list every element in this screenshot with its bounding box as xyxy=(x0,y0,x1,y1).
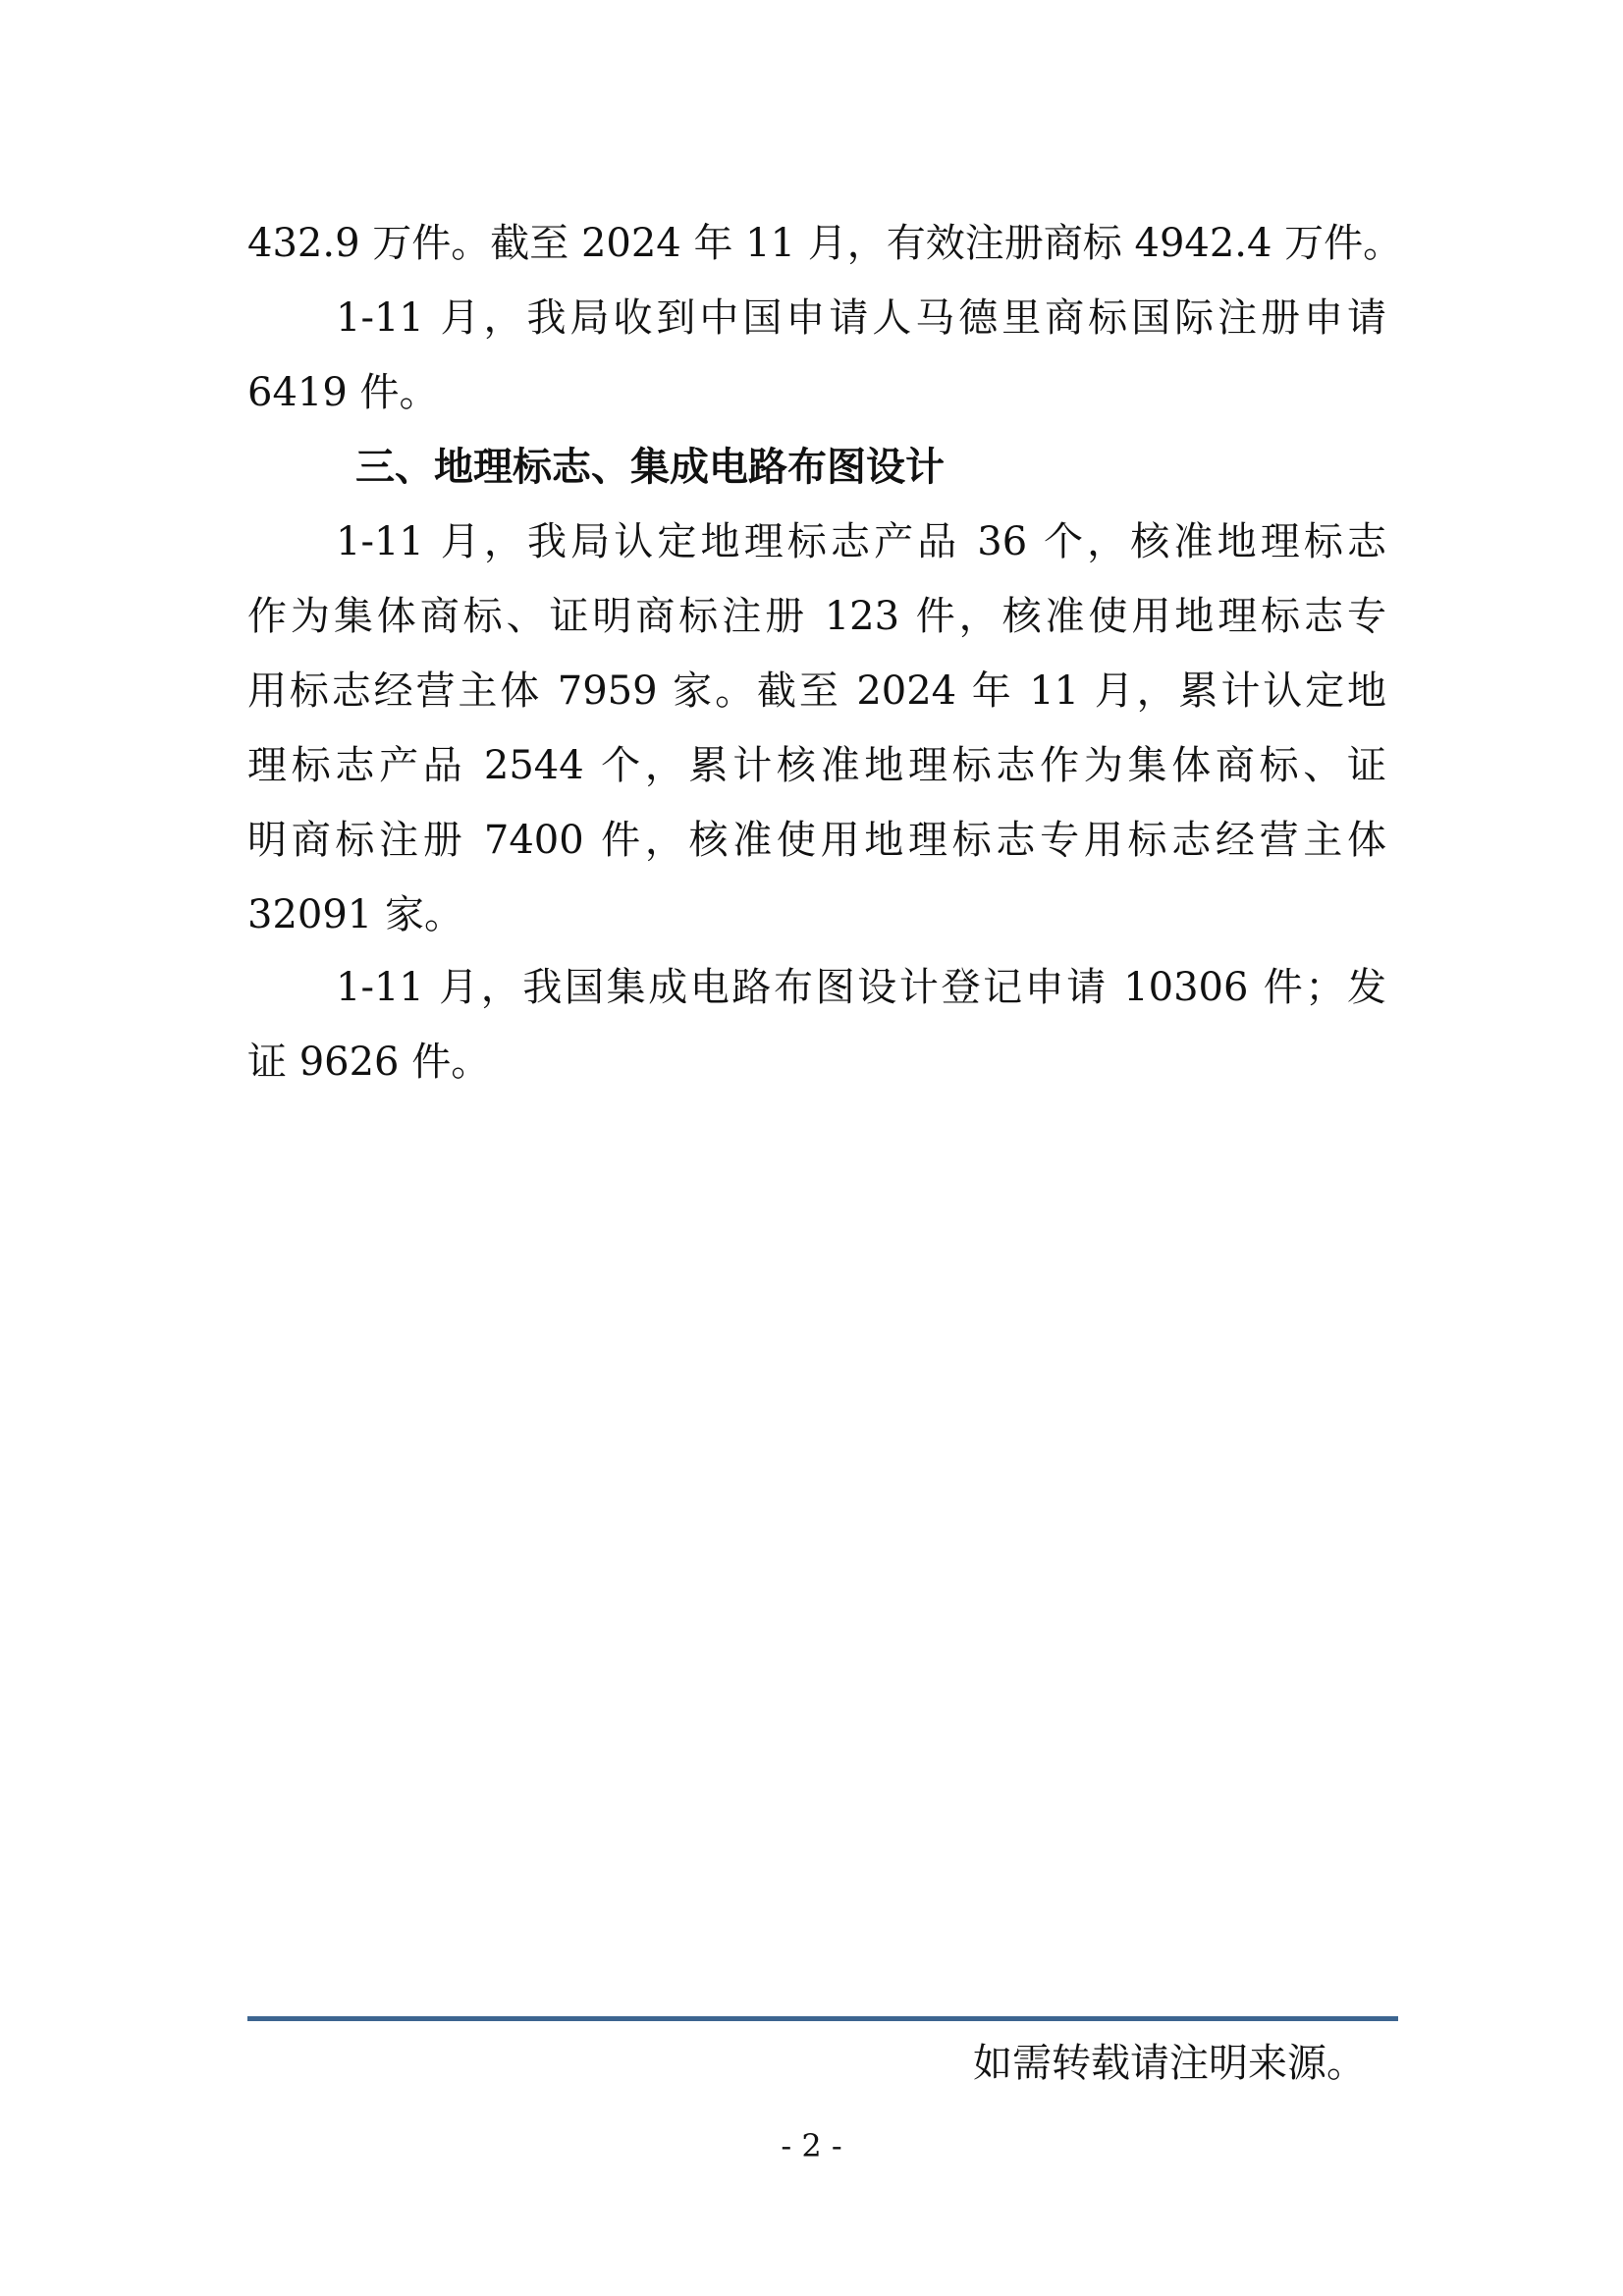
body-line-5: 作为集体商标、证明商标注册 123 件，核准使用地理标志专 xyxy=(247,594,1386,639)
section-heading: 三、地理标志、集成电路布图设计 xyxy=(355,445,945,490)
footer-divider xyxy=(247,2016,1398,2021)
body-line-2: 1-11 月，我局收到中国申请人马德里商标国际注册申请 xyxy=(336,295,1386,341)
reprint-notice: 如需转载请注明来源。 xyxy=(973,2041,1366,2086)
body-line-10: 1-11 月，我国集成电路布图设计登记申请 10306 件；发 xyxy=(336,965,1386,1010)
body-line-4: 1-11 月，我局认定地理标志产品 36 个，核准地理标志 xyxy=(336,519,1386,564)
page-number: - 2 - xyxy=(781,2127,842,2164)
body-line-8: 明商标注册 7400 件，核准使用地理标志专用标志经营主体 xyxy=(247,818,1386,863)
body-line-1: 432.9 万件。截至 2024 年 11 月，有效注册商标 4942.4 万件。 xyxy=(247,221,1403,266)
body-line-7: 理标志产品 2544 个，累计核准地理标志作为集体商标、证 xyxy=(247,743,1386,788)
body-line-9: 32091 家。 xyxy=(247,892,463,937)
body-line-11: 证 9626 件。 xyxy=(247,1040,491,1085)
body-line-6: 用标志经营主体 7959 家。截至 2024 年 11 月，累计认定地 xyxy=(247,668,1386,714)
body-line-3: 6419 件。 xyxy=(247,370,439,415)
